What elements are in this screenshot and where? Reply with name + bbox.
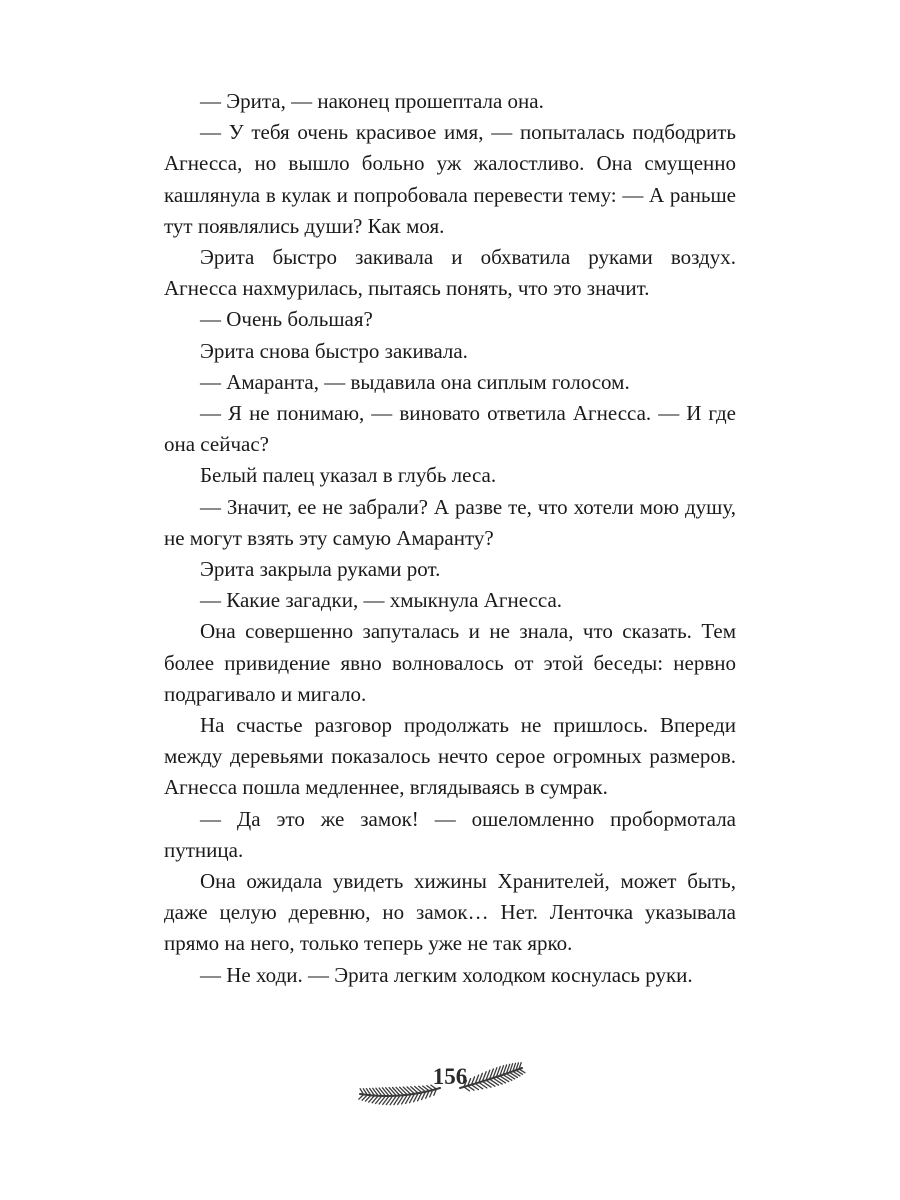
fir-needle <box>490 1079 499 1085</box>
fir-needle <box>393 1088 401 1096</box>
paragraph-13: На счастье разговор продолжать не пришлось. Впереди между деревьями показалось нечто серое огромных размеров. Агнесса пошла медленнее, вглядываясь в сумрак. <box>164 713 736 800</box>
fir-needle <box>382 1088 389 1096</box>
paragraph-1: — Эрита, — наконец прошептала она. <box>200 89 544 113</box>
fir-needle <box>396 1087 404 1095</box>
fir-needle <box>496 1077 505 1083</box>
fir-needle <box>359 1095 364 1100</box>
paragraph-9: — Значит, ее не забрали? А разве те, что хотели мою душу, не могут взять эту самую Амаранту? <box>164 494 736 550</box>
page-number: 156 <box>432 1064 468 1089</box>
paragraph-15: Она ожидала увидеть хижины Хранителей, может быть, даже целую деревню, но замок… Нет. Ленточка указывала прямо на него, только теперь уже не так ярко. <box>164 869 736 956</box>
body-text <box>164 86 736 991</box>
paragraph-2: — У тебя очень красивое имя, — попыталась подбодрить Агнесса, но вышло больно уж жалостливо. Она смущенно кашлянула в кулак и попробовала перевести тему: — А раньше тут появлялись души? Как моя. <box>164 120 736 238</box>
fir-needle <box>407 1087 415 1094</box>
paragraph-16: — Не ходи. — Эрита легким холодком коснулась руки. <box>200 962 693 987</box>
paragraph-7: — Я не понимаю, — виновато ответила Агнесса. — И где она сейчас? <box>164 401 736 457</box>
fir-needle <box>379 1088 385 1096</box>
page-footer <box>0 1050 900 1120</box>
paragraph-11: — Какие загадки, — хмыкнула Агнесса. <box>200 588 563 613</box>
fir-needle <box>389 1088 396 1096</box>
paragraph-5: Эрита снова быстро закивала. <box>200 338 468 363</box>
paragraph-14: — Да это же замок! — ошеломленно пробормотала путница. <box>164 806 736 862</box>
fir-needle <box>386 1088 393 1096</box>
fir-needle <box>400 1087 408 1095</box>
paragraph-4: — Очень большая? <box>200 307 373 332</box>
paragraph-3: Эрита быстро закивала и обхватила руками воздух. Агнесса нахмурилась, пытаясь понять, что это значит. <box>164 245 736 301</box>
paragraph-8: Белый палец указал в глубь леса. <box>200 463 497 488</box>
fir-needle <box>403 1087 411 1094</box>
fir-needle <box>493 1078 502 1084</box>
paragraph-12: Она совершенно запуталась и не знала, что сказать. Тем более привидение явно волновалось от этой беседы: нервно подрагивало и мигало. <box>164 619 736 706</box>
paragraph-10: Эрита закрыла руками рот. <box>200 557 441 582</box>
paragraph-6: — Амаранта, — выдавила она сиплым голосом. <box>200 369 630 394</box>
